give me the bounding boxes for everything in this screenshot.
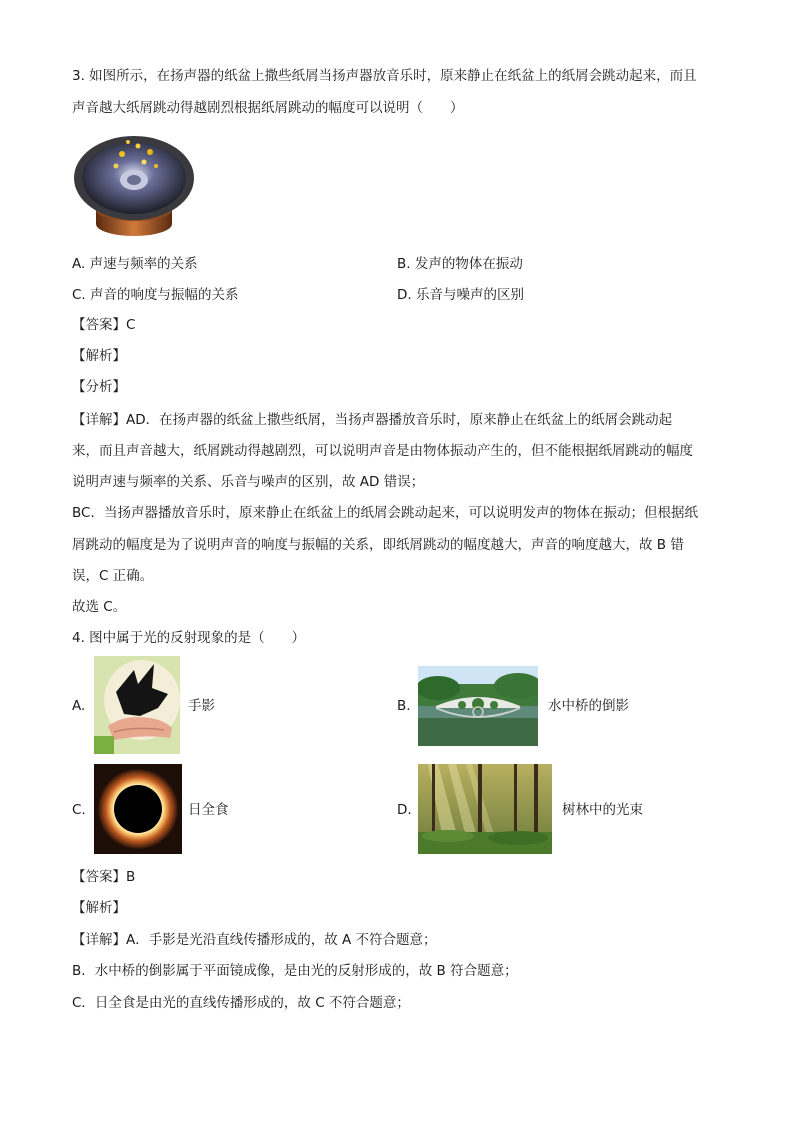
q3-option-c: C. 声音的响度与振幅的关系: [72, 287, 239, 303]
q3-option-a: A. 声速与频率的关系: [72, 256, 198, 272]
q3-option-b: B. 发声的物体在振动: [397, 256, 523, 272]
hand-shadow-image: [94, 656, 180, 754]
q4-stem: 4. 图中属于光的反射现象的是（ ）: [72, 630, 306, 646]
speaker-image: [72, 132, 196, 242]
q3-stem-line1: 3. 如图所示，在扬声器的纸盆上撒些纸屑当扬声器放音乐时，原来静止在纸盆上的纸屑会跳动起来，而且: [72, 68, 697, 84]
q3-conclusion: 故选 C。: [72, 599, 127, 615]
q4-detail-line: 【详解】A．手影是光沿直线传播形成的，故 A 不符合题意；: [72, 932, 437, 948]
q4-option-b-caption: 水中桥的倒影: [548, 698, 629, 714]
q3-detail-line: 屑跳动的幅度是为了说明声音的响度与振幅的关系，即纸屑跳动的幅度越大，声音的响度越大，故 B 错: [72, 537, 684, 553]
q4-detail-line: C．日全食是由光的直线传播形成的，故 C 不符合题意；: [72, 995, 410, 1011]
q3-answer: 【答案】C: [72, 317, 136, 333]
solar-eclipse-image: [94, 764, 182, 854]
q3-detail-line: BC．当扬声器播放音乐时，原来静止在纸盆上的纸屑会跳动起来，可以说明发声的物体在振动；但根据纸: [72, 505, 698, 521]
forest-light-image: [418, 764, 552, 854]
q4-option-d-caption: 树林中的光束: [562, 802, 643, 818]
q3-jiexi: 【解析】: [72, 348, 126, 364]
q3-stem-line2: 声音越大纸屑跳动得越剧烈根据纸屑跳动的幅度可以说明（ ）: [72, 100, 464, 116]
q3-detail-line: 来，而且声音越大，纸屑跳动得越剧烈，可以说明声音是由物体振动产生的，但不能根据纸屑跳动的幅度: [72, 443, 693, 459]
q3-detail-line: 误，C 正确。: [72, 568, 154, 584]
q3-fenxi: 【分析】: [72, 379, 126, 395]
q4-option-a-letter: A.: [72, 698, 86, 714]
q4-answer: 【答案】B: [72, 869, 136, 885]
q4-jiexi: 【解析】: [72, 900, 126, 916]
q4-option-c-letter: C.: [72, 802, 86, 818]
q4-option-d-letter: D.: [397, 802, 412, 818]
q3-detail-line: 说明声速与频率的关系、乐音与噪声的区别，故 AD 错误；: [72, 474, 425, 490]
bridge-reflection-image: [418, 666, 538, 746]
q4-option-a-caption: 手影: [188, 698, 215, 714]
q3-option-d: D. 乐音与噪声的区别: [397, 287, 524, 303]
q4-option-b-letter: B.: [397, 698, 411, 714]
q3-detail-line: 【详解】AD．在扬声器的纸盆上撒些纸屑，当扬声器播放音乐时，原来静止在纸盆上的纸屑会跳动起: [72, 412, 673, 428]
q4-detail-line: B．水中桥的倒影属于平面镜成像，是由光的反射形成的，故 B 符合题意；: [72, 963, 518, 979]
q4-option-c-caption: 日全食: [188, 802, 229, 818]
